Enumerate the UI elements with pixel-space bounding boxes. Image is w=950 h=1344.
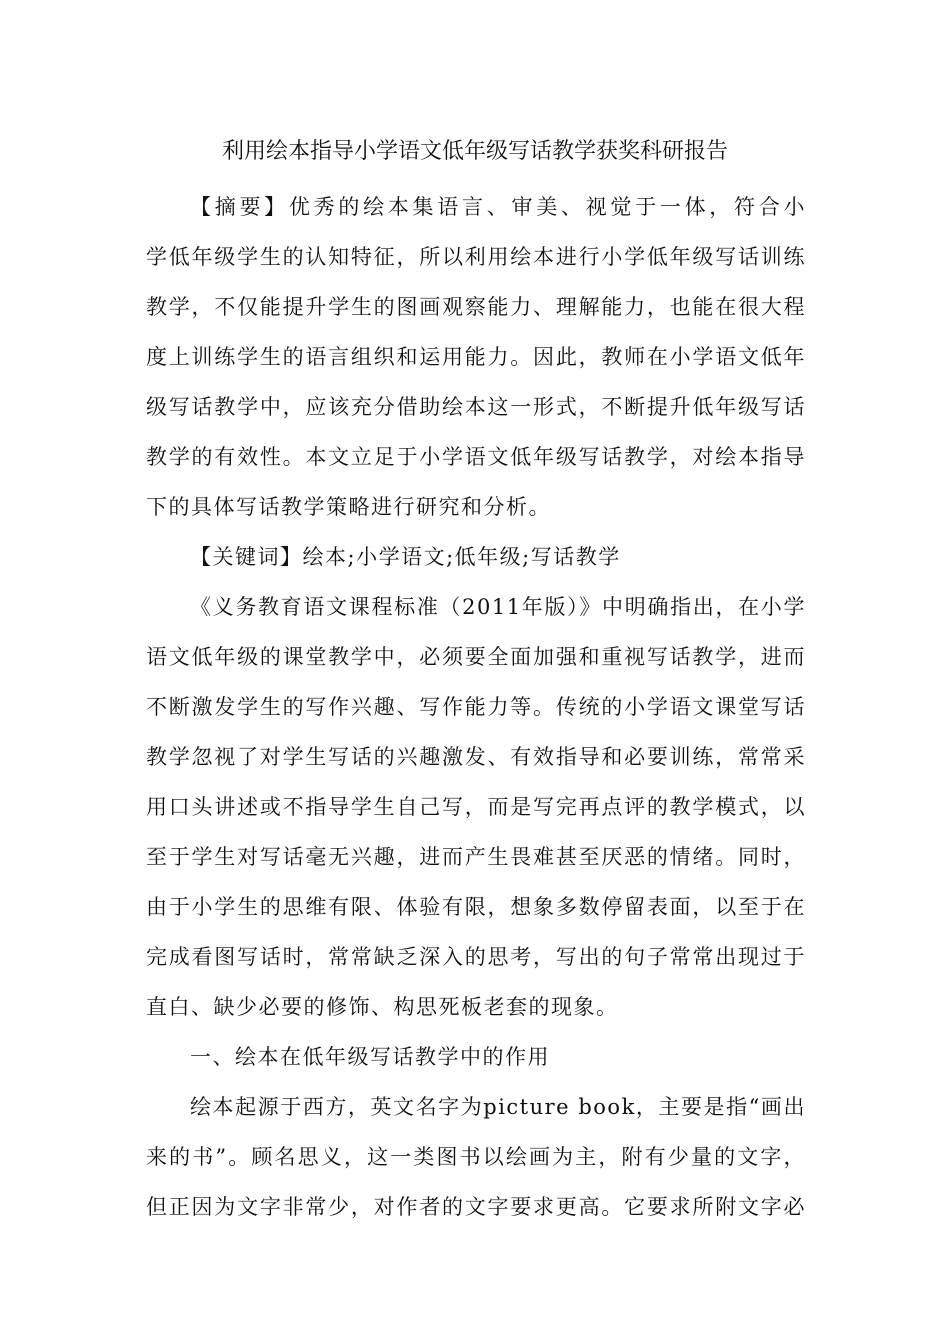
intro-line: 不断激发学生的写作兴趣、写作能力等。传统的小学语文课堂写话 xyxy=(146,695,806,719)
abstract-line: 度上训练学生的语言组织和运用能力。因此，教师在小学语文低年 xyxy=(146,345,806,369)
intro-line: 由于小学生的思维有限、体验有限，想象多数停留表面，以至于在 xyxy=(146,895,806,919)
keywords-line: 【关键词】绘本;小学语文;低年级;写话教学 xyxy=(190,545,621,569)
abstract-line: 教学的有效性。本文立足于小学语文低年级写话教学，对绘本指导 xyxy=(146,445,806,469)
section-paragraph xyxy=(146,1082,806,1232)
intro-line: 《义务教育语文课程标准（2011年版）》中明确指出，在小学 xyxy=(190,595,806,619)
abstract-line: 下的具体写话教学策略进行研究和分析。 xyxy=(146,495,551,519)
section-heading: 一、绘本在低年级写话教学中的作用 xyxy=(190,1045,550,1069)
document-body xyxy=(146,182,806,1232)
intro-line: 完成看图写话时，常常缺乏深入的思考，写出的句子常常出现过于 xyxy=(146,945,806,969)
section-line: 来的书”。顾名思义，这一类图书以绘画为主，附有少量的文字， xyxy=(146,1145,806,1169)
intro-line: 直白、缺少必要的修饰、构思死板老套的现象。 xyxy=(146,995,619,1019)
intro-paragraph xyxy=(146,582,806,1032)
abstract-paragraph xyxy=(146,182,806,532)
section-line: 但正因为文字非常少，对作者的文字要求更高。它要求所附文字必 xyxy=(146,1195,806,1219)
abstract-line: 学低年级学生的认知特征，所以利用绘本进行小学低年级写话训练 xyxy=(146,245,806,269)
intro-line: 用口头讲述或不指导学生自己写，而是写完再点评的教学模式，以 xyxy=(146,795,806,819)
abstract-line: 级写话教学中，应该充分借助绘本这一形式，不断提升低年级写话 xyxy=(146,395,806,419)
section-line: 绘本起源于西方，英文名字为picture book，主要是指“画出 xyxy=(190,1095,806,1119)
document-title: 利用绘本指导小学语文低年级写话教学获奖科研报告 xyxy=(221,139,728,164)
abstract-line: 教学，不仅能提升学生的图画观察能力、理解能力，也能在很大程 xyxy=(146,295,806,319)
intro-line: 至于学生对写话毫无兴趣，进而产生畏难甚至厌恶的情绪。同时， xyxy=(146,845,806,869)
abstract-line: 【摘要】优秀的绘本集语言、审美、视觉于一体，符合小 xyxy=(190,195,806,219)
intro-line: 语文低年级的课堂教学中，必须要全面加强和重视写话教学，进而 xyxy=(146,645,806,669)
intro-line: 教学忽视了对学生写话的兴趣激发、有效指导和必要训练，常常采 xyxy=(146,745,806,769)
